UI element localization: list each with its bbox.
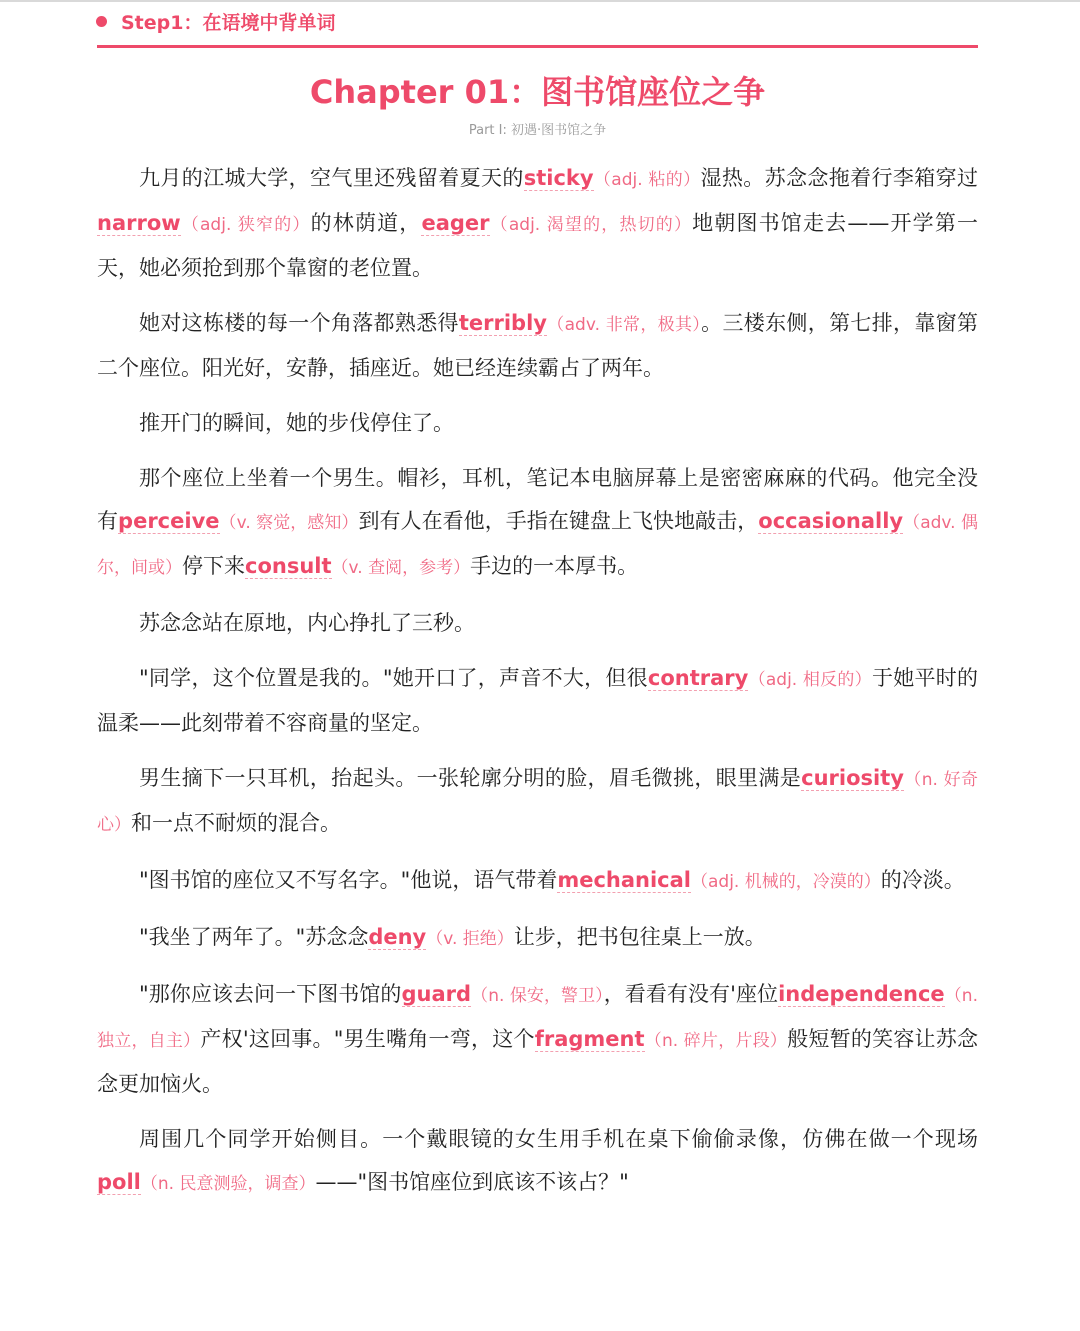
vocab-gloss: （adj. 狭窄的）: [180, 215, 311, 235]
part-label: Part I: 初遇·图书馆之争: [468, 123, 607, 138]
vocab-word: mechanical: [557, 868, 691, 892]
story-paragraph: [97, 657, 978, 745]
vocab-gloss: （n. 好奇心）: [97, 770, 978, 835]
story-text: 九月的江城大学，空气里还残留着夏天的: [139, 166, 524, 190]
story-text: 地朝图书馆走去——开学第一天，她必须抢到那个靠窗的老位置。: [97, 211, 978, 280]
vocab-gloss: （n. 民意测验，调查）: [140, 1174, 316, 1194]
vocab-gloss: （adj. 粘的）: [593, 170, 701, 190]
story-text: 于她平时的温柔——此刻带着不容商量的坚定。: [97, 666, 978, 735]
story-text: 产权'这回事。"男生嘴角一弯，这个: [200, 1027, 535, 1051]
vocab-gloss: （adv. 非常，极其）: [546, 315, 702, 335]
vocab-word: guard: [401, 982, 472, 1006]
vocab-word: independence: [778, 982, 945, 1006]
story-text: 周围几个同学开始侧目。一个戴眼镜的女生用手机在桌下偷偷录像，仿佛在做一个现场: [139, 1127, 978, 1151]
vocab-word: fragment: [534, 1027, 645, 1051]
story-body: [97, 157, 978, 1218]
story-text: 男生摘下一只耳机，抬起头。一张轮廓分明的脸，眉毛微挑，眼里满是: [139, 766, 802, 790]
story-paragraph: [97, 157, 978, 290]
story-text: 苏念念站在原地，内心挣扎了三秒。: [139, 611, 475, 635]
story-text: "我坐了两年了。"苏念念: [139, 925, 369, 949]
step-header: [96, 6, 335, 36]
vocab-gloss: （n. 碎片，片段）: [644, 1031, 788, 1051]
story-paragraph: [97, 1118, 978, 1206]
vocab-word: deny: [368, 925, 427, 949]
vocab-word: sticky: [523, 166, 594, 190]
story-text: "同学，这个位置是我的。"她开口了，声音不大，但很: [139, 666, 648, 690]
story-text: 到有人在看他，手指在键盘上飞快地敲击，: [358, 509, 759, 533]
story-text: 让步，把书包往桌上一放。: [513, 925, 766, 949]
story-paragraph: [97, 916, 978, 961]
story-text: 那个座位上坐着一个男生。帽衫，耳机，笔记本电脑屏幕上是密密麻麻的代码。他完全没有: [97, 466, 978, 533]
vocab-word: poll: [97, 1170, 141, 1194]
vocab-word: contrary: [647, 666, 749, 690]
vocab-gloss: （n. 独立，自主）: [97, 986, 978, 1051]
story-text: 和一点不耐烦的混合。: [131, 811, 341, 835]
vocab-gloss: （adj. 相反的）: [748, 670, 872, 690]
accent-divider: [97, 45, 978, 48]
story-paragraph: [97, 973, 978, 1106]
vocab-gloss: （n. 保安，警卫）: [471, 986, 604, 1006]
story-text: 湿热。苏念念拖着行李箱穿过: [700, 166, 978, 190]
chapter-title: Chapter 01：图书馆座位之争: [309, 73, 766, 111]
vocab-word: terribly: [458, 311, 547, 335]
story-paragraph: [97, 457, 978, 590]
story-text: "图书馆的座位又不写名字。"他说，语气带着: [139, 868, 558, 892]
top-divider: [0, 0, 1080, 2]
story-text: ——"图书馆座位到底该不该占？": [315, 1170, 629, 1194]
story-paragraph: [97, 602, 978, 645]
step-label: Step1：在语境中背单词: [121, 11, 336, 34]
vocab-gloss: （v. 察觉，感知）: [219, 513, 359, 533]
story-text: 般短暂的笑容让苏念念更加恼火。: [97, 1027, 979, 1096]
story-paragraph: [97, 402, 978, 445]
vocab-gloss: （v. 查阅，参考）: [331, 558, 471, 578]
story-text: 推开门的瞬间，她的步伐停住了。: [139, 411, 454, 435]
vocab-gloss: （adj. 渴望的，热切的）: [489, 215, 693, 235]
vocab-word: consult: [245, 554, 332, 578]
story-text: 的林荫道，: [310, 211, 422, 235]
story-text: 停下来: [182, 554, 245, 578]
story-paragraph: [97, 859, 978, 904]
vocab-word: eager: [421, 211, 490, 235]
vocab-word: perceive: [118, 509, 220, 533]
story-text: 。三楼东侧，第七排，靠窗第二个座位。阳光好，安静，插座近。她已经连续霸占了两年。: [97, 311, 979, 380]
vocab-gloss: （adv. 偶尔，间或）: [97, 513, 978, 578]
story-text: 手边的一本厚书。: [470, 554, 639, 578]
story-text: 她对这栋楼的每一个角落都熟悉得: [139, 311, 459, 335]
story-paragraph: [97, 302, 978, 390]
story-text: 的冷淡。: [880, 868, 965, 892]
story-paragraph: [97, 757, 978, 847]
story-text: ，看看有没有'座位: [603, 982, 779, 1006]
bullet-dot-icon: [96, 16, 107, 27]
vocab-word: curiosity: [801, 766, 904, 790]
vocab-word: occasionally: [758, 509, 904, 533]
vocab-gloss: （v. 拒绝）: [426, 929, 514, 949]
vocab-gloss: （adj. 机械的，冷漠的）: [691, 872, 881, 892]
vocab-word: narrow: [97, 211, 181, 235]
story-text: "那你应该去问一下图书馆的: [139, 982, 402, 1006]
